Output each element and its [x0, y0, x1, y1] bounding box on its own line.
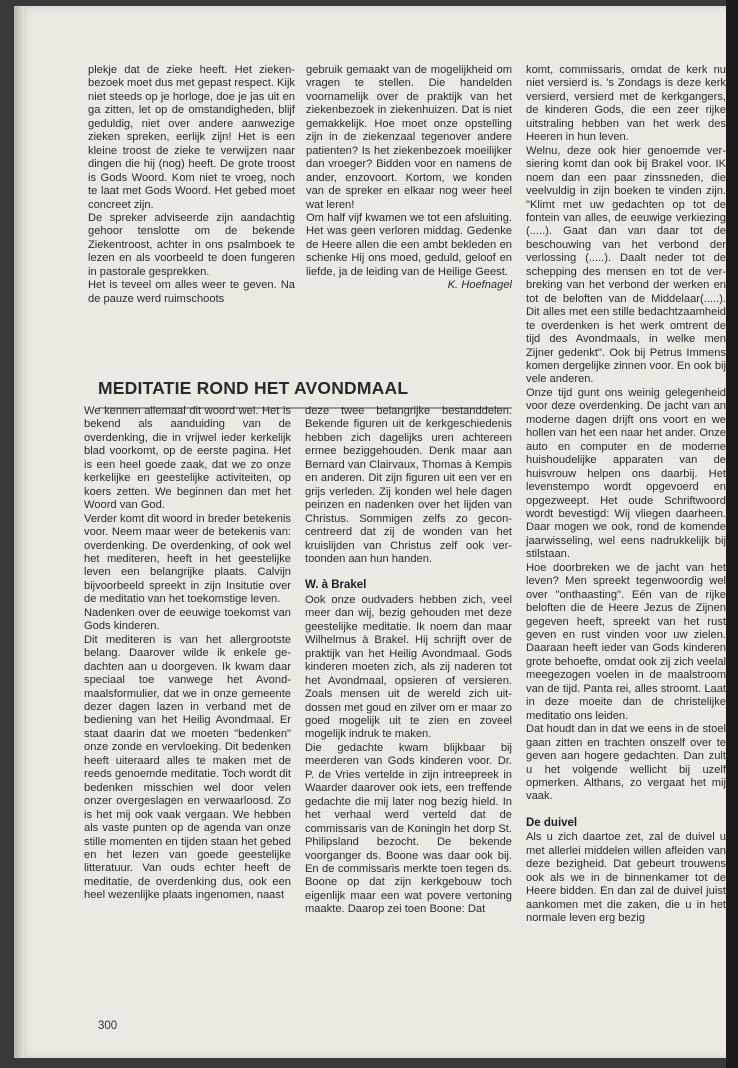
paragraph: Dat houdt dan in dat we eens in de stoel gaan zitten en trachten onszelf over te geven aan hogere gedachten. Dan zult u het volgende wellicht bij uzelf opmerken. Althans, zo vergaat het mij vaak.	[526, 723, 726, 803]
paragraph: Hoe doorbreken we de jacht van het leven? Men spreekt tegenwoordig wel over "onthaasting". Eén van de rijke beloften die de Heere Jezus de Zijnen gegeven heeft, spreekt van het rust geven en rust vinden voor uw zielen. Daaraan heeft ieder van Gods kinderen grote behoefte, omdat ook zij zich veelal meegezogen voelen in de maalstroom van de tijd. Panta rei, alles stroomt. Laat in deze moeite dan de christelijke meditatio ons leiden.	[526, 561, 726, 722]
top-middle-column	[306, 64, 512, 348]
paragraph: Verder komt dit woord in breder betekenis voor. Neem maar weer de betekenis van: overdenking. De overdenking, of ook wel het mediteren, heeft in het geestelijke leven een belangrijke plaats. Calvijn bijvoorbeeld spreekt in zijn Insitutie over de meditatio van het toekomstige leven.	[84, 512, 291, 606]
paragraph: We kennen allemaal dit woord wel. Het is bekend als aanduiding van de overdenking, die in vrijwel ieder kerkelijk blad voorkomt, op de eerste pagina. Het is een heel goede zaak, dat we zo onze kerkelijke en geestelijke activiteiten, op koers zetten. We beginnen dan met het Woord van God.	[84, 405, 291, 512]
scan-edge	[726, 0, 738, 1068]
paragraph: deze twee belangrijke bestanddelen. Bekende figuren uit de kerkgeschiedenis hebben zich dagelijks uren achtereen ermee beziggehouden. Denk maar aan Bernard van Clairvaux, Thomas à Kempis en anderen. Dit zijn figuren uit een ver en grijs verleden. Zij konden wel hele dagen peinzen en nadenken over het lijden van Christus. Sommigen zelfs zo geconcentreerd dat zij de wonden van het kruislijden van Christus zelf ook vertoonden aan hun handen.	[305, 405, 512, 565]
paragraph: Die gedachte kwam blijkbaar bij meerderen van Gods kinderen voor. Dr. P. de Vries vertelde in zijn intreepreek in Waarder daarover ook iets, een treffende gedachte die mij later nog bezig hield. In het verhaal werd verteld dat de commissaris van de Koningin het dorp St. Philipsland bezocht. De bekende voorganger ds. Boone was daar ook bij. En de commissaris merkte toen tegen ds. Boone op dat zijn kerkgebouw toch eigenlijk maar een wat povere vertoning maakte. Daarop zei toen Boone: Dat	[305, 741, 512, 916]
paragraph: Om half vijf kwamen we tot een afsluiting. Het was geen verloren middag. Gedenke de Heere allen die een ambt bekleden en schenke Hij ons moed, geduld, geloof en liefde, ja de leiding van de Heilige Geest.	[306, 211, 512, 278]
paragraph: plekje dat de zieke heeft. Het ziekenbezoek moet dus met gepast respect. Kijk niet steeds op je horloge, doe je jas uit en ga zitten, let op de omstandigheden, blijf geduldig, niet over andere aanwezige zieken spreken, eerlijk zijn! Het is een kleine troost de zieke te verwijzen naar dingen die hij (nog) heeft. De grote troost is Gods Woord. Kom niet te vroeg, noch te laat met Gods Woord. Het gebed moet concreet zijn.	[88, 64, 295, 211]
paragraph: Welnu, deze ook hier genoemde versiering komt dan ook bij Brakel voor. IK noem dan een paar zinssneden, die veelvuldig in zijn boeken te vinden zijn. "Klimt met uw gedachten op tot de fontein van alles, de eeuwige verkiezing (.....). Gaat dan van daar tot de beschouwing van het verbond der verlossing (.....). Daalt neder tot de schepping des mensen en tot de verbreking van het verbond der werken en tot de beloften van de Middelaar(.....). Dit alles met een stille bedachtzaamheid te overdenken is het werk omtrent de tijd des Avondmaals, in welke men Zijner gedenkt". Ook bij Petrus Immens komen dergelijke zinnen voor. En ook bij vele anderen.	[526, 144, 726, 386]
paragraph: Als u zich daartoe zet, zal de duivel u met allerlei middelen willen afleiden van deze bezigheid. Dat gebeurt trouwens ook als we in de binnenkamer tot de Heere bidden. En dan zal de duivel juist aankomen met die zaken, die u in het normale leven erg bezig	[526, 831, 726, 925]
paragraph: Het is teveel om alles weer te geven. Na de pauze werd ruimschoots	[88, 279, 295, 305]
paragraph: De spreker adviseerde zijn aandachtig gehoor tenslotte om de bekende Ziekentroost, achter in ons psalmboek te lezen en als voorbeeld te doen fungeren in pastorale gesprekken.	[88, 211, 295, 278]
section-heading-duivel: De duivel	[526, 816, 578, 829]
section-heading-brakel: W. à Brakel	[305, 579, 367, 592]
paragraph: Ook onze oudvaders hebben zich, veel meer dan wij, bezig gehouden met deze geestelijke meditatie. Ik noem dan maar Wilhelmus à Brakel. Hij schrijft over de praktijk van het Heilig Avondmaal. Gods kinderen moeten zich, als zij naderen tot het Avondmaal, opsieren of versieren. Zoals mensen uit de wereld zich uitdossen met goud en zilver om er maar zo goed mogelijk uit te zien en zoveel mogelijk indruk te maken.	[305, 593, 512, 741]
article-title: MEDITATIE ROND HET AVONDMAAL	[98, 378, 512, 409]
paragraph: Onze tijd gunt ons weinig gelegenheid voor deze overdenking. De jacht van an moderne dagen drijft ons voort en we hollen van het een naar het ander. Onze auto en computer en de moderne huishoudelijke apparaten van de huisvrouw helpen ons daarbij. Het levenstempo wordt opgevoerd en opgezweept. Het oude Schriftwoord wordt bevestigd: Wij vliegen daarheen. Daar mogen we ook, rond de komende jaarwisseling, wel eens nadrukkelijk bij stilstaan.	[526, 386, 726, 561]
paragraph: Nadenken over de eeuwige toekomst van Gods kinderen.	[84, 606, 291, 633]
paragraph: Dit mediteren is van het allergrootste belang. Daarover wilde ik enkele gedachten aan u doorgeven. Ik kwam daar speciaal toe vanwege het Avondmaalsformulier, dat we in onze gemeente dezer dagen lazen in verband met de bediening van het Heilig Avondmaal. Er staat daarin dat we moeten "bedenken" onze zonde en vervloeking. Dit bedenken heeft uiteraard alles te maken met de reeds genoemde meditatie. Toch wordt dit bedenken misschien wel door velen onzer overgeslagen en verwaarloosd. Zo is het mij ook vaak vergaan. We hebben als vaste punten op de agenda van onze stille momenten en tijden staan het gebed en het lezen van goede geestelijke litteratuur. Van ouds echter heeft de meditatie, de overdenking dus, ook een heel wezenlijke plaats ingenomen, naast	[84, 633, 291, 902]
magazine-page	[14, 6, 726, 1058]
paragraph: komt, commissaris, omdat de kerk nu niet versierd is. 's Zondags is deze kerk versierd, versierd met de kerkgangers, de kinderen Gods, die een zeer rijke uitstraling hebben van het werk des Heeren in hun leven.	[526, 64, 726, 144]
article-column-1	[84, 405, 291, 1005]
article-column-2	[305, 405, 512, 1005]
top-left-column	[88, 64, 295, 348]
article-column-3	[526, 64, 726, 1006]
page-binding-edge	[14, 6, 24, 1058]
page-number: 300	[98, 1020, 118, 1032]
paragraph: gebruik gemaakt van de mogelijkheid om vragen te stellen. Die handelden voornamelijk over de praktijk van het ziekenbezoek in ziekenhuizen. Dat is niet gemakkelijk. Hoe moet onze opstelling zijn in de ziekenzaal tegenover andere patienten? Is het ziekenbezoek moeilijker dan vroeger? Bidden voor en namens de ander, enzovoort. Kortom, we konden van de spreker en elkaar nog weer heel wat leren!	[306, 64, 512, 211]
author-signature: K. Hoefnagel	[447, 279, 512, 292]
